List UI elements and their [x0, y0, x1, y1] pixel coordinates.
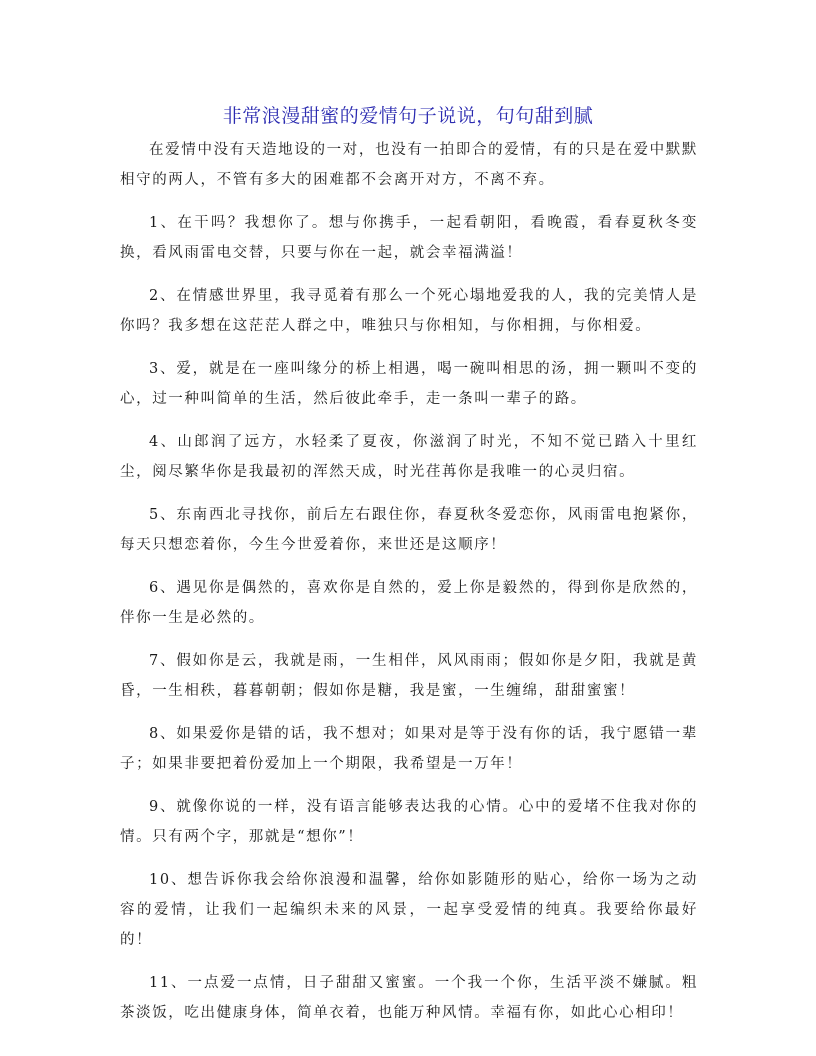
paragraph-3: 3、爱，就是在一座叫缘分的桥上相遇，喝一碗叫相思的汤，拥一颗叫不变的心，过一种叫简单的生活，然后彼此牵手，走一条叫一辈子的路。	[120, 361, 698, 407]
paragraph-2: 2、在情感世界里，我寻觅着有那么一个死心塌地爱我的人，我的完美情人是你吗？我多想在这茫茫人群之中，唯独只与你相知，与你相拥，与你相爱。	[120, 288, 698, 334]
paragraph-8: 8、如果爱你是错的话，我不想对；如果对是等于没有你的话，我宁愿错一辈子；如果非要把着份爱加上一个期限，我希望是一万年！	[120, 726, 698, 772]
paragraph-10: 10、想告诉你我会给你浪漫和温馨，给你如影随形的贴心，给你一场为之动容的爱情，让我们一起编织未来的风景，一起享受爱情的纯真。我要给你最好的！	[120, 872, 698, 948]
paragraph-6: 6、遇见你是偶然的，喜欢你是自然的，爱上你是毅然的，得到你是欣然的，伴你一生是必然的。	[120, 580, 698, 626]
paragraph-7: 7、假如你是云，我就是雨，一生相伴，风风雨雨；假如你是夕阳，我就是黄昏，一生相秩，暮暮朝朝；假如你是糖，我是蜜，一生缠绵，甜甜蜜蜜！	[120, 653, 698, 699]
document-body	[120, 135, 698, 1041]
paragraph-intro: 在爱情中没有天造地设的一对，也没有一拍即合的爱情，有的只是在爱中默默相守的两人，不管有多大的困难都不会离开对方，不离不弃。	[120, 142, 698, 188]
paragraph-1: 1、在干吗？我想你了。想与你携手，一起看朝阳，看晚霞，看春夏秋冬变换，看风雨雷电交替，只要与你在一起，就会幸福满溢！	[120, 215, 698, 261]
paragraph-4: 4、山郎润了远方，水轻柔了夏夜，你滋润了时光，不知不觉已踏入十里红尘，阅尽繁华你是我最初的浑然天成，时光荏苒你是我唯一的心灵归宿。	[120, 434, 698, 480]
paragraph-5: 5、东南西北寻找你，前后左右跟住你，春夏秋冬爱恋你，风雨雷电抱紧你，每天只想恋着你，今生今世爱着你，来世还是这顺序！	[120, 507, 698, 553]
paragraph-9: 9、就像你说的一样，没有语言能够表达我的心情。心中的爱堵不住我对你的情。只有两个字，那就是“想你”！	[120, 799, 698, 845]
document-title: 非常浪漫甜蜜的爱情句子说说，句句甜到腻	[222, 105, 594, 127]
paragraph-11: 11、一点爱一点情，日子甜甜又蜜蜜。一个我一个你，生活平淡不嫌腻。粗茶淡饭，吃出健康身体，简单衣着，也能万种风情。幸福有你，如此心心相印！	[120, 975, 698, 1021]
